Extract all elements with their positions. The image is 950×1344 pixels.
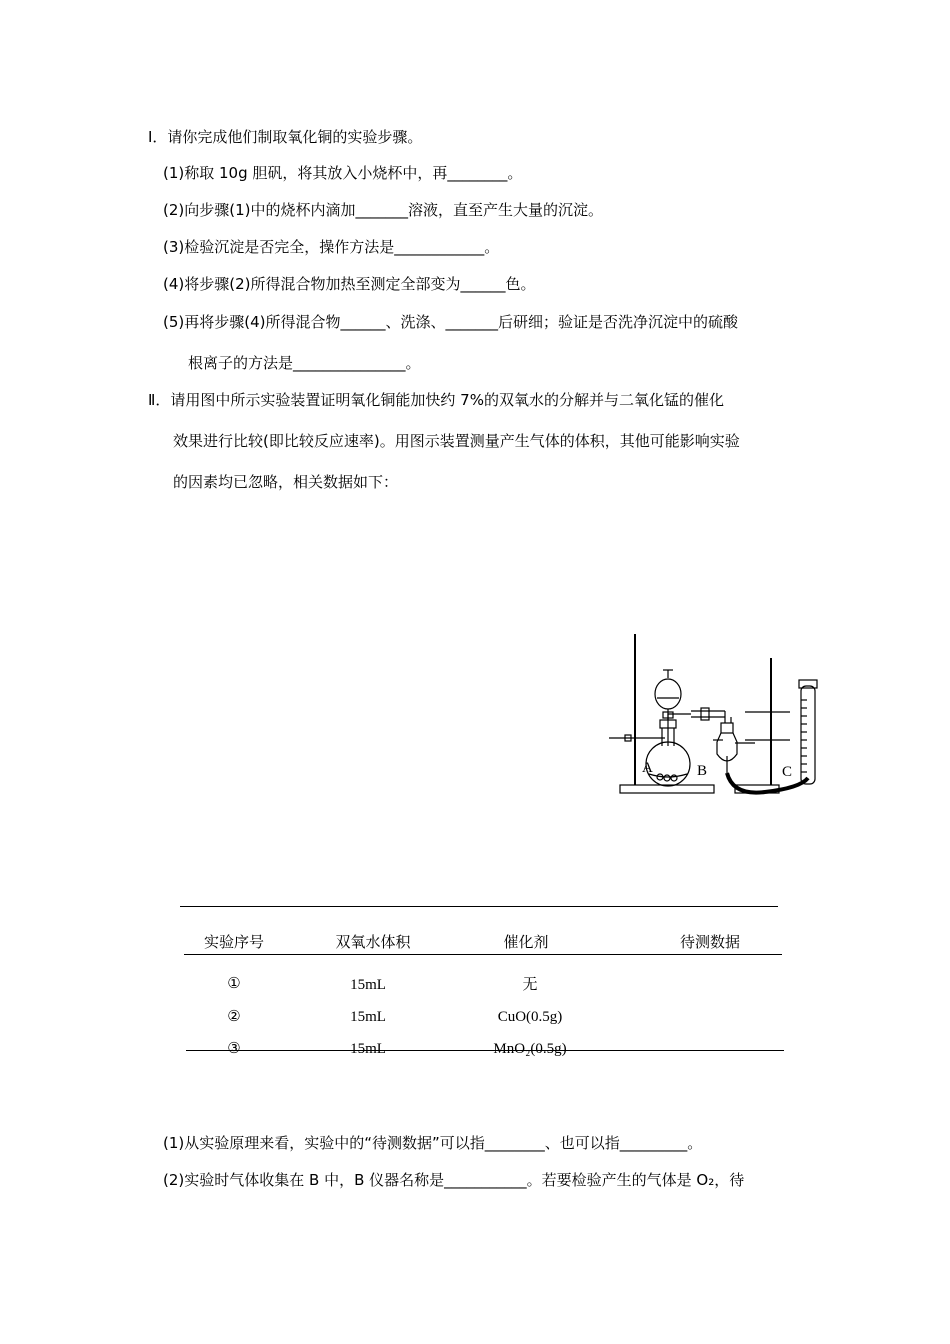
step-5: (5)再将步骤(4)所得混合物______、洗涤、_______后研细；验证是否洗净沉淀中的硫酸 xyxy=(163,313,738,331)
question-2: (2)实验时气体收集在 B 中，B 仪器名称是___________。若要检验产生的气体是 O₂，待 xyxy=(163,1171,745,1189)
step-1: (1)称取 10g 胆矾，将其放入小烧杯中，再________。 xyxy=(163,164,523,182)
part2-line-3: 的因素均已忽略，相关数据如下： xyxy=(173,473,399,491)
table-top-rule xyxy=(180,906,778,907)
table-header-rule xyxy=(184,954,782,955)
table-header: 待测数据 xyxy=(679,933,740,951)
step-3: (3)检验沉淀是否完全，操作方法是____________。 xyxy=(163,238,500,256)
table-cell: 15mL xyxy=(350,1041,386,1057)
table-header: 实验序号 xyxy=(203,933,264,951)
part2-line-2: 效果进行比较(即比较反应速率)。用图示装置测量产生气体的体积，其他可能影响实验 xyxy=(173,432,740,450)
label-c: C xyxy=(782,764,793,780)
apparatus-diagram xyxy=(605,628,825,800)
part2-line-1: Ⅱ．请用图中所示实验装置证明氧化铜能加快约 7%的双氧水的分解并与二氧化锰的催化 xyxy=(148,391,724,409)
table-header: 双氧水体积 xyxy=(335,933,411,951)
table-cell: 15mL xyxy=(350,977,386,993)
question-1: (1)从实验原理来看，实验中的“待测数据”可以指________、也可以指_________。 xyxy=(163,1134,703,1152)
table-cell: ① xyxy=(227,976,241,992)
label-b: B xyxy=(697,763,708,779)
table-cell: ② xyxy=(227,1009,241,1025)
step-5-continued: 根离子的方法是_______________。 xyxy=(188,354,421,372)
table-header: 催化剂 xyxy=(503,933,549,951)
table-cell: ③ xyxy=(227,1041,241,1057)
table-bottom-rule xyxy=(186,1050,784,1051)
table-cell: 15mL xyxy=(350,1009,386,1025)
step-4: (4)将步骤(2)所得混合物加热至测定全部变为______色。 xyxy=(163,275,536,293)
label-a: A xyxy=(642,760,653,776)
part1-heading: Ⅰ．请你完成他们制取氧化铜的实验步骤。 xyxy=(148,128,423,146)
step-2: (2)向步骤(1)中的烧杯内滴加_______溶液，直至产生大量的沉淀。 xyxy=(163,201,603,219)
table-cell: MnO₂(0.5g) xyxy=(493,1041,567,1057)
table-cell: CuO(0.5g) xyxy=(497,1009,563,1025)
table-cell: 无 xyxy=(522,977,538,993)
